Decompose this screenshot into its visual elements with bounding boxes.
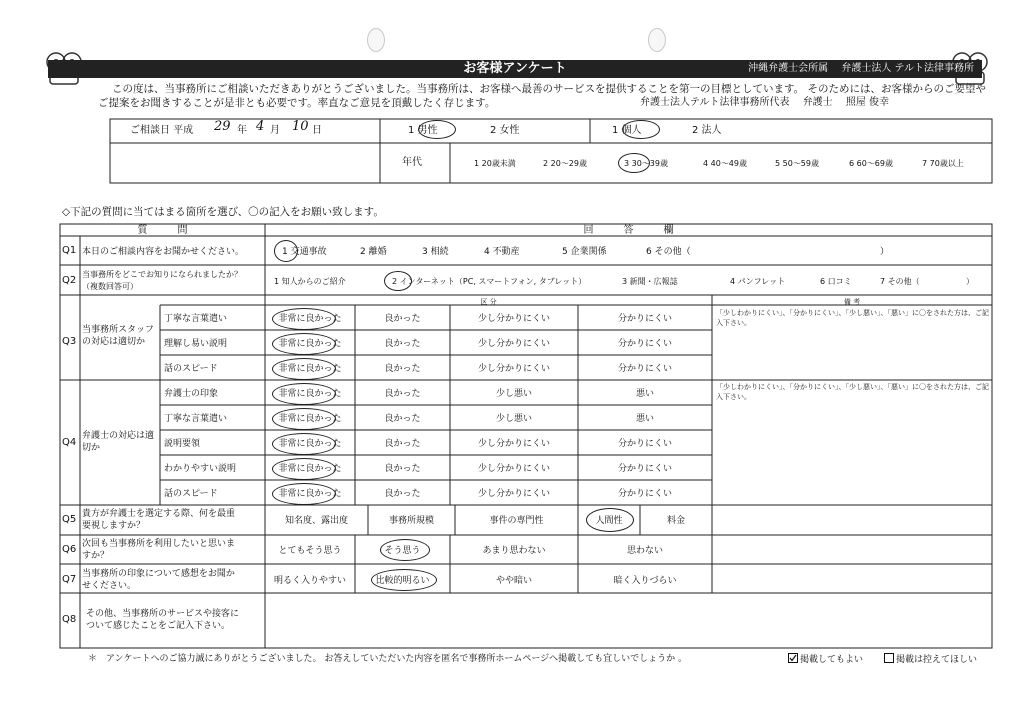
gender-male-option[interactable]: 1 男性 — [408, 125, 438, 136]
q3-choice[interactable]: 非常に良かった — [278, 314, 342, 324]
q1-option[interactable]: 4 不動産 — [484, 247, 520, 257]
q4-choice[interactable]: 分かりにくい — [617, 439, 672, 449]
selection-circle — [272, 483, 336, 505]
checkbox-icon[interactable] — [884, 653, 894, 663]
answer-header: 回 答 欄 — [583, 225, 674, 236]
q5-choice[interactable]: 知名度、露出度 — [284, 516, 348, 526]
q4-choice[interactable]: 良かった — [384, 489, 421, 499]
q7-number: Q7 — [62, 574, 77, 585]
q5-number: Q5 — [62, 514, 77, 525]
q4-choice[interactable]: 非常に良かった — [278, 439, 342, 449]
q5-choice[interactable]: 事務所規模 — [388, 516, 434, 526]
q4-choice[interactable]: 少し分かりにくい — [477, 464, 550, 474]
selection-circle — [380, 539, 430, 561]
q3-remarks: 「少しわかりにくい」、「分かりにくい」、「少し悪い」、「悪い」に〇をされた方は、ご記入下さい。 — [716, 309, 989, 327]
selection-circle — [272, 458, 336, 480]
q3-item: 話のスピード — [164, 364, 218, 374]
consult-month[interactable]: 4 — [256, 119, 265, 134]
question-header: 質 問 — [137, 225, 188, 236]
q4-item: 丁寧な言葉遣い — [164, 414, 228, 424]
q1-number: Q1 — [62, 245, 77, 256]
q4-choice[interactable]: 分かりにくい — [617, 464, 672, 474]
q4-choice[interactable]: 非常に良かった — [278, 464, 342, 474]
q2-option[interactable]: 6 口コミ — [820, 277, 852, 286]
q4-choice[interactable]: 少し分かりにくい — [477, 489, 550, 499]
q3-choice[interactable]: 良かった — [384, 364, 421, 374]
q4-choice[interactable]: 良かった — [384, 414, 421, 424]
q4-choice[interactable]: 分かりにくい — [617, 489, 672, 499]
consult-day[interactable]: 10 — [292, 119, 309, 134]
gender-female-option[interactable]: 2 女性 — [490, 125, 520, 136]
q4-text: 弁護士の対応は適切か — [82, 431, 155, 453]
type-individual-option[interactable]: 1 個人 — [612, 125, 642, 136]
q4-choice[interactable]: 悪い — [635, 414, 654, 424]
q5-choice[interactable]: 料金 — [666, 516, 685, 526]
q3-number: Q3 — [62, 336, 77, 347]
q3-choice[interactable]: 分かりにくい — [617, 314, 672, 324]
q1-option[interactable]: 5 企業関係 — [562, 247, 607, 257]
q3-choice[interactable]: 分かりにくい — [617, 364, 672, 374]
age-option[interactable]: 7 70歳以上 — [922, 159, 964, 168]
q4-item: わかりやすい説明 — [164, 464, 237, 474]
selection-circle — [272, 383, 336, 405]
year-unit: 年 — [237, 125, 247, 136]
q3-choice[interactable]: 非常に良かった — [278, 364, 342, 374]
q3-text: 当事務所スタッフの対応は適切か — [82, 325, 155, 347]
q4-item: 説明要領 — [164, 439, 201, 449]
age-option[interactable]: 3 30～39歳 — [624, 159, 668, 168]
q2-text: 当事務所をどこでお知りになられましたか？ — [82, 270, 242, 279]
q8-number: Q8 — [62, 614, 77, 625]
q4-choice[interactable]: 良かった — [384, 464, 421, 474]
q6-choice[interactable]: とてもそう思う — [278, 546, 342, 556]
q3-item: 理解し易い説明 — [164, 339, 228, 349]
q7-choice[interactable]: 明るく入りやすい — [273, 576, 346, 586]
month-unit: 月 — [270, 125, 280, 136]
selection-circle — [272, 333, 336, 355]
selection-circle — [622, 120, 660, 139]
consult-date-label: ご相談日 平成 — [130, 125, 194, 136]
q2-number: Q2 — [62, 275, 77, 286]
q4-choice[interactable]: 少し悪い — [495, 414, 532, 424]
age-option[interactable]: 4 40～49歳 — [703, 159, 747, 168]
category-header: 区 分 — [480, 298, 497, 306]
q4-choice[interactable]: 良かった — [384, 439, 421, 449]
q5-choice[interactable]: 人間性 — [595, 516, 623, 526]
q7-choice[interactable]: 比較的明るい — [375, 576, 430, 586]
q4-choice[interactable]: 非常に良かった — [278, 389, 342, 399]
q8-subtext: ついて感じたことをご記入下さい。 — [86, 621, 231, 631]
signature: 弁護士法人テルト法律事務所代表 弁護士 照屋 俊幸 — [640, 97, 890, 108]
q4-choice[interactable]: 非常に良かった — [278, 489, 342, 499]
q3-choice[interactable]: 良かった — [384, 339, 421, 349]
publish-no-option[interactable] — [884, 653, 977, 666]
q3-choice[interactable]: 非常に良かった — [278, 339, 342, 349]
form-title: お客様アンケート — [463, 61, 567, 76]
q2-option-close: ） — [966, 277, 974, 286]
q3-choice[interactable]: 少し分かりにくい — [477, 314, 550, 324]
q6-number: Q6 — [62, 544, 77, 555]
q4-number: Q4 — [62, 437, 77, 448]
selection-circle — [272, 358, 336, 380]
age-option[interactable]: 1 20歳未満 — [474, 159, 516, 168]
q5-text: 貴方が弁護士を選定する際、何を最重 — [82, 509, 236, 519]
q1-option[interactable]: 1 交通事故 — [282, 247, 327, 257]
q7-subtext: せください。 — [82, 581, 137, 591]
selection-circle — [272, 433, 336, 455]
q2-option[interactable]: 3 新聞・広報誌 — [622, 277, 678, 286]
q4-item: 弁護士の印象 — [164, 389, 219, 399]
q6-text: 次回も当事務所を利用したいと思いま — [82, 539, 236, 549]
q6-choice[interactable]: そう思う — [384, 546, 421, 556]
selection-circle — [618, 153, 650, 173]
checkbox-checked-icon[interactable] — [788, 653, 798, 663]
q3-item: 丁寧な言葉遣い — [164, 314, 228, 324]
q1-option-close: ） — [880, 247, 890, 257]
q2-subtext: （複数回答可） — [82, 282, 138, 291]
q4-choice[interactable]: 少し分かりにくい — [477, 439, 550, 449]
day-unit: 日 — [312, 125, 322, 136]
q7-choice[interactable]: 暗く入りづらい — [613, 576, 677, 586]
consult-year[interactable]: 29 — [214, 119, 231, 134]
q1-option[interactable]: 3 相続 — [422, 247, 449, 257]
selection-circle — [274, 240, 298, 262]
age-label: 年代 — [402, 157, 422, 168]
q7-choice[interactable]: やや暗い — [495, 576, 532, 586]
age-option[interactable]: 2 20～29歳 — [543, 159, 587, 168]
q5-subtext: 要視しますか？ — [82, 521, 146, 531]
q3-choice[interactable]: 良かった — [384, 314, 421, 324]
publish-yes-label: 掲載してもよい — [800, 655, 864, 665]
intro-line-2: ご提案をお聞きすることが是非とも必要です。率直なご意見を頂戴したく存じます。 — [98, 97, 496, 109]
firm-affiliation: 沖縄弁護士会所属 弁護士法人 テルト法律事務所 — [748, 63, 974, 74]
intro-line-1: この度は、当事務所にご相談いただきありがとうございました。当事務所は、お客様へ最善のサービスを提供することを第一の目標としています。 そのためには、お客様からのご要望や — [112, 83, 986, 95]
selection-circle — [371, 569, 437, 591]
q1-option[interactable]: 6 その他（ — [646, 247, 691, 257]
age-option[interactable]: 5 50～59歳 — [775, 159, 819, 168]
remarks-header: 備 考 — [843, 298, 861, 306]
q4-choice[interactable]: 非常に良かった — [278, 414, 342, 424]
q3-choice[interactable]: 少し分かりにくい — [477, 339, 550, 349]
publish-no-label: 掲載は控えてほしい — [896, 655, 978, 665]
selection-circle — [272, 308, 336, 330]
q2-option[interactable]: 7 その他（ — [880, 277, 920, 286]
selection-circle — [418, 120, 456, 139]
q8-comment-field[interactable] — [266, 594, 991, 647]
age-option[interactable]: 6 60～69歳 — [849, 159, 893, 168]
q5-choice[interactable]: 事件の専門性 — [489, 516, 544, 526]
q3-choice[interactable]: 少し分かりにくい — [477, 364, 550, 374]
q4-choice[interactable]: 悪い — [635, 389, 654, 399]
publish-yes-option[interactable] — [788, 653, 863, 666]
selection-circle — [272, 408, 336, 430]
q6-choice[interactable]: 思わない — [626, 546, 663, 556]
q6-subtext: すか？ — [82, 551, 110, 561]
footer-note: ＊ アンケートへのご協力誠にありがとうございました。 お答えしていただいた内容を匿名で事務所ホームページへ掲載しても宜しいでしょうか 。 — [88, 654, 688, 664]
q4-choice[interactable]: 少し悪い — [495, 389, 532, 399]
q4-remarks: 「少しわかりにくい」、「分かりにくい」、「少し悪い」、「悪い」に〇をされた方は、ご記入下さい。 — [716, 383, 989, 401]
q1-option[interactable]: 2 離婚 — [360, 247, 387, 257]
q1-text: 本日のご相談内容をお聞かせください。 — [82, 247, 245, 257]
q7-text: 当事務所の印象について感想をお聞か — [82, 569, 235, 579]
q6-choice[interactable]: あまり思わない — [482, 546, 546, 556]
q2-option[interactable]: 1 知人からのご紹介 — [274, 277, 346, 286]
q2-option[interactable]: 2 インターネット（PC, スマートフォン, タブレット） — [392, 277, 587, 286]
q2-option[interactable]: 4 パンフレット — [730, 277, 786, 286]
instruction: ◇下記の質問に当てはまる箇所を選び、〇の記入をお願い致します。 — [62, 206, 384, 218]
q8-text: その他、当事務所のサービスや接客に — [86, 609, 240, 619]
q4-choice[interactable]: 良かった — [384, 389, 421, 399]
type-corporate-option[interactable]: 2 法人 — [692, 125, 722, 136]
selection-circle — [384, 271, 412, 291]
q4-item: 話のスピード — [164, 489, 218, 499]
selection-circle — [586, 508, 634, 532]
q3-choice[interactable]: 分かりにくい — [617, 339, 672, 349]
